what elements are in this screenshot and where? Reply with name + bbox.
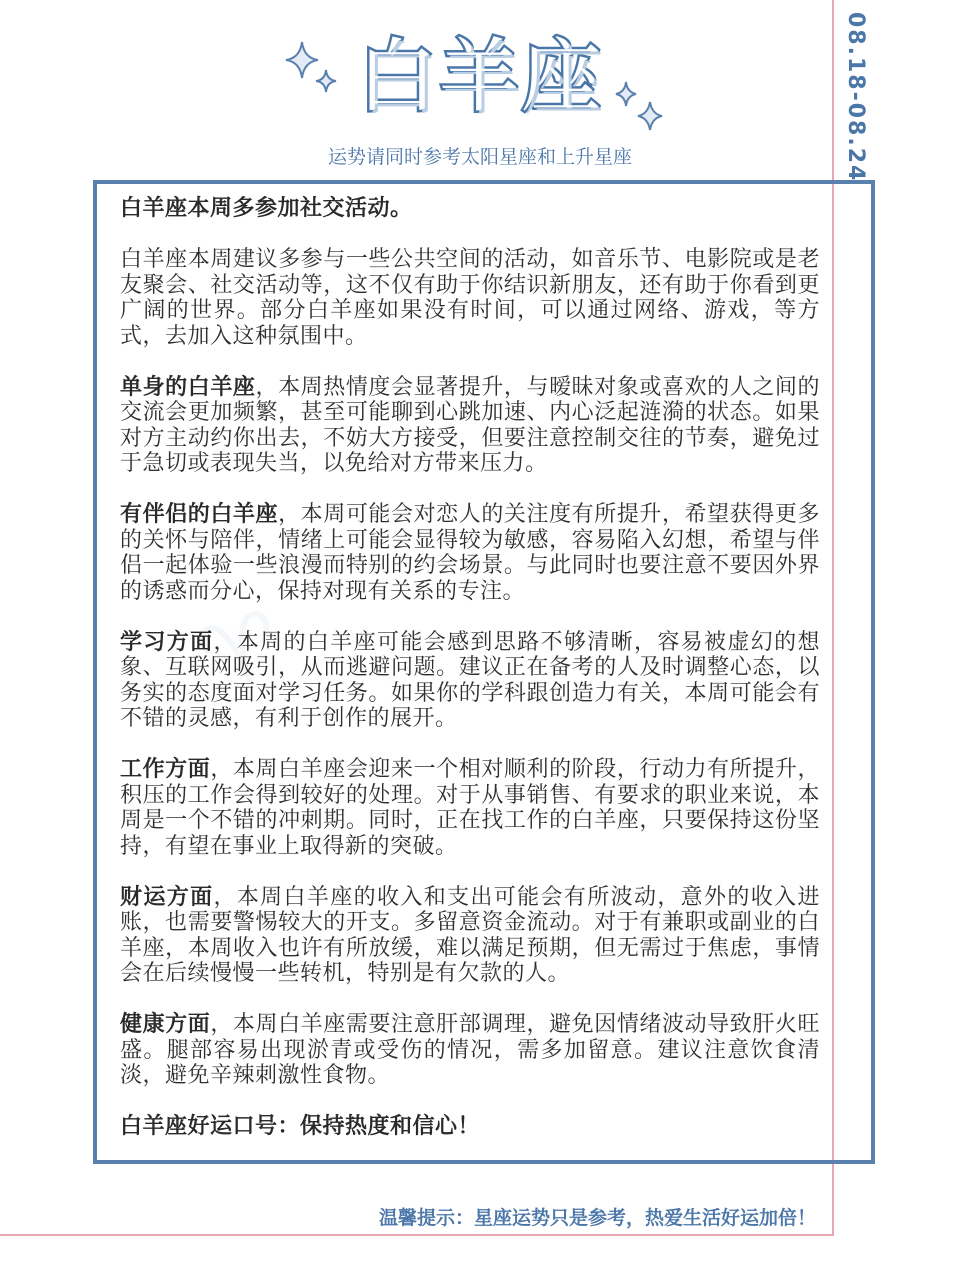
section-label: 财运方面 (120, 884, 214, 910)
intro-heading: 白羊座本周多参加社交活动。 (120, 196, 413, 221)
section-label: 有伴侣的白羊座 (120, 502, 279, 527)
section-work (120, 757, 820, 859)
section-label: 单身的白羊座 (120, 374, 256, 400)
section-label: 工作方面 (120, 757, 211, 782)
section-text: ，本周白羊座需要注意肝部调理，避免因情绪波动导致肝火旺盛。腿部容易出现淤青或受伤的情况，需多加留意。建议注意饮食清淡，避免辛辣刺激性食物。 (120, 1012, 820, 1088)
page-title: 白羊座 (357, 30, 603, 123)
horoscope-content (120, 196, 820, 1165)
footer-tip: 温馨提示：星座运势只是参考，热爱生活好运加倍！ (378, 1207, 816, 1229)
section-text: ，本周热情度会显著提升，与暧昧对象或喜欢的人之间的交流会更加频繁，甚至可能聊到心跳加速、内心泛起涟漪的状态。如果对方主动约你出去，不妨大方接受，但要注意控制交往的节奏，避免过于急切或表现失当，以免给对方带来压力。 (120, 374, 820, 476)
intro-paragraph: 白羊座本周建议多参与一些公共空间的活动，如音乐节、电影院或是老友聚会、社交活动等，这不仅有助于你结识新朋友，还有助于你看到更广阔的世界。部分白羊座如果没有时间，可以通过网络、游戏，等方式，去加入这种氛围中。 (120, 247, 820, 349)
date-range: 08.18-08.24 (843, 12, 868, 183)
watermark: ♈ (185, 590, 295, 715)
section-study (120, 630, 820, 732)
section-label: 健康方面 (120, 1012, 211, 1037)
section-text: ，本周白羊座会迎来一个相对顺利的阶段，行动力有所提升，积压的工作会得到较好的处理。对于从事销售、有要求的职业来说，本周是一个不错的冲刺期。同时，正在找工作的白羊座，只要保持这份坚持，有望在事业上取得新的突破。 (120, 757, 820, 859)
pink-horizontal-line (0, 1234, 834, 1236)
section-couple (120, 502, 820, 604)
section-label: 学习方面 (120, 629, 214, 655)
section-text: ，本周可能会对恋人的关注度有所提升，希望获得更多的关怀与陪伴，情绪上可能会显得较为敏感，容易陷入幻想，希望与伴侣一起体验一些浪漫而特别的约会场景。与此同时也要注意不要因外界的诱惑而分心，保持对现有关系的专注。 (120, 502, 820, 604)
section-single (120, 375, 820, 477)
subtitle: 运势请同时参考太阳星座和上升星座 (327, 146, 632, 168)
section-wealth (120, 885, 820, 987)
section-text: ，本周白羊座的收入和支出可能会有所波动，意外的收入进账，也需要警惕较大的开支。多留意资金流动。对于有兼职或副业的白羊座，本周收入也许有所放缓，难以满足预期，但无需过于焦虑，事情会在后续慢慢一些转机，特别是有欠款的人。 (120, 884, 820, 986)
section-text: ，本周的白羊座可能会感到思路不够清晰，容易被虚幻的想象、互联网吸引，从而逃避问题。建议正在备考的人及时调整心态，以务实的态度面对学习任务。如果你的学科跟创造力有关，本周可能会有不错的灵感，有利于创作的展开。 (120, 629, 820, 731)
closing-slogan: 白羊座好运口号：保持热度和信心！ (120, 1114, 481, 1139)
section-health (120, 1012, 820, 1089)
sparkle-icon-right (612, 80, 666, 136)
